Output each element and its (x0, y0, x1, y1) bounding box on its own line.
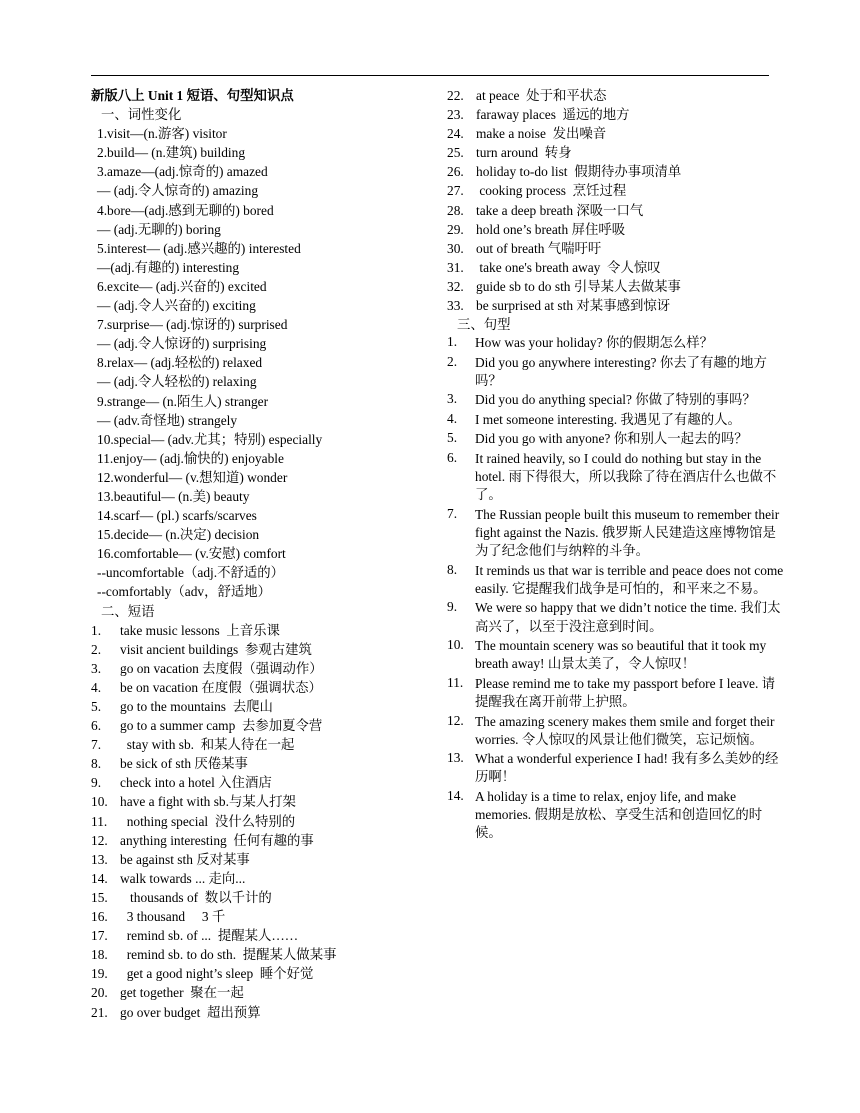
sentence-item (447, 506, 787, 561)
section2-heading: 二、短语 (101, 603, 155, 619)
phrase-number: 14. (91, 870, 108, 886)
phrase-item (91, 621, 443, 640)
phrase-item (447, 220, 787, 239)
word-form-line: 3.amaze—(adj.惊奇的) amazed (97, 164, 268, 180)
sentence-text: Did you go anywhere interesting? 你去了有趣的地方吗？ (475, 354, 767, 388)
phrase-item (91, 850, 443, 869)
phrase-item (91, 812, 443, 831)
phrase-text: holiday to-do list 假期待办事项清单 (476, 164, 682, 180)
phrase-item (447, 201, 787, 220)
sentence-text: Did you go with anyone? 你和别人一起去的吗？ (475, 431, 748, 447)
section3-heading: 三、句型 (457, 317, 511, 333)
phrase-number: 20. (91, 985, 108, 1001)
phrase-item (447, 258, 787, 277)
phrase-number: 21. (91, 1004, 108, 1020)
phrase-number: 18. (91, 947, 108, 963)
phrase-text: check into a hotel 入住酒店 (120, 775, 272, 791)
phrase-text: go to the mountains 去爬山 (120, 699, 273, 714)
sentence-item (447, 411, 787, 429)
phrase-item (91, 697, 443, 716)
sentence-number: 14. (447, 787, 464, 803)
sentence-item (447, 562, 787, 598)
sentence-number: 3. (447, 391, 458, 407)
sentence-item (447, 354, 787, 390)
phrase-number: 30. (447, 240, 464, 256)
phrase-item (447, 105, 787, 124)
phrase-item (91, 888, 443, 907)
phrase-text: get a good night’s sleep 睡个好觉 (120, 966, 314, 982)
sentence-item (447, 599, 787, 635)
phrase-number: 15. (91, 889, 108, 905)
phrase-item (91, 792, 443, 811)
phrase-item (91, 773, 443, 792)
word-forms-list (91, 124, 443, 601)
phrase-number: 4. (91, 679, 102, 695)
top-rule (91, 75, 769, 76)
phrase-item (447, 296, 787, 315)
sentence-text: The amazing scenery makes them smile and forget their worries. 令人惊叹的风景让他们微笑，忘记烦恼。 (475, 713, 775, 747)
sentence-number: 12. (447, 712, 464, 728)
word-form-line: 10.special— (adv.尤其；特别) especially (97, 431, 323, 447)
phrase-text: cooking process 烹饪过程 (476, 183, 627, 199)
word-form-line: 8.relax— (adj.轻松的) relaxed (97, 355, 263, 371)
phrase-number: 25. (447, 145, 464, 161)
phrase-item (447, 239, 787, 258)
phrase-text: out of breath 气喘吁吁 (476, 240, 602, 256)
phrase-text: go over budget 超出预算 (120, 1004, 261, 1020)
phrase-item (447, 86, 787, 105)
phrase-number: 17. (91, 928, 108, 944)
phrase-number: 31. (447, 259, 464, 275)
phrase-text: faraway places 遥远的地方 (476, 107, 630, 123)
word-form-line: 9.strange— (n.陌生人) stranger (97, 393, 269, 409)
phrase-text: remind sb. to do sth. 提醒某人做某事 (120, 947, 337, 963)
phrase-item (447, 181, 787, 200)
phrase-number: 1. (91, 622, 102, 638)
phrase-item (91, 907, 443, 926)
sentence-text: The mountain scenery was so beautiful that it took my breath away! 山景太美了，令人惊叹！ (475, 638, 767, 672)
phrase-text: be on vacation 在度假（强调状态） (120, 679, 322, 695)
phrase-number: 6. (91, 718, 102, 734)
sentence-text: How was your holiday? 你的假期怎么样？ (475, 335, 714, 351)
phrase-text: go to a summer camp 去参加夏令营 (120, 718, 323, 734)
sentence-item (447, 637, 787, 673)
sentence-item (447, 391, 787, 409)
word-form-line: 14.scarf— (pl.) scarfs/scarves (97, 508, 257, 524)
sentence-text: I met someone interesting. 我遇见了有趣的人。 (475, 411, 741, 427)
sentence-item (447, 750, 787, 786)
phrase-item (91, 735, 443, 754)
phrase-item (91, 945, 443, 964)
phrase-item (447, 277, 787, 296)
sentence-patterns-list (447, 334, 787, 842)
sentence-item (447, 788, 787, 843)
sentence-number: 7. (447, 505, 458, 521)
sentence-number: 4. (447, 410, 458, 426)
phrase-text: hold one’s breath 屏住呼吸 (476, 221, 626, 237)
sentence-number: 1. (447, 334, 458, 350)
sentence-text: The Russian people built this museum to remember their fight against the Nazis. 俄罗斯人民建造这座博物馆是为了纪念他们与纳粹的斗争。 (475, 506, 780, 559)
phrase-number: 13. (91, 851, 108, 867)
sentence-text: Please remind me to take my passport before I leave. 请提醒我在离开前带上护照。 (475, 675, 776, 710)
phrase-text: 3 thousand 3 千 (120, 909, 226, 925)
phrase-number: 19. (91, 966, 108, 982)
word-form-line: 11.enjoy— (adj.愉快的) enjoyable (97, 450, 284, 466)
sentence-item (447, 675, 787, 711)
sentence-text: It reminds us that war is terrible and peace does not come easily. 它提醒我们战争是可怕的，和平来之不易。 (475, 562, 784, 596)
left-column (91, 86, 443, 1022)
word-form-line: --comfortably（adv，舒适地） (97, 584, 272, 600)
phrase-number: 2. (91, 641, 102, 657)
phrase-number: 32. (447, 278, 464, 294)
word-form-line: 16.comfortable— (v.安慰) comfort (97, 546, 286, 562)
phrase-item (447, 124, 787, 143)
section1-heading: 一、词性变化 (101, 107, 182, 123)
phrase-item (91, 659, 443, 678)
phrase-number: 29. (447, 221, 464, 237)
sentence-number: 10. (447, 637, 464, 653)
right-column (447, 86, 787, 844)
phrase-item (91, 754, 443, 773)
word-form-line: — (adj.令人惊奇的) amazing (97, 183, 259, 199)
sentence-text: What a wonderful experience I had! 我有多么美妙的经历啊！ (475, 751, 779, 785)
phrase-number: 8. (91, 756, 102, 772)
phrase-number: 24. (447, 126, 464, 142)
sentence-text: Did you do anything special? 你做了特别的事吗？ (475, 392, 756, 408)
word-form-line: 4.bore—(adj.感到无聊的) bored (97, 202, 274, 218)
phrase-number: 11. (91, 813, 108, 829)
word-form-line: 6.excite— (adj.兴奋的) excited (97, 278, 267, 294)
sentence-item (447, 450, 787, 505)
phrase-number: 9. (91, 775, 102, 791)
phrases-list-continued (447, 86, 787, 315)
phrase-text: anything interesting 任何有趣的事 (120, 832, 314, 848)
phrase-number: 16. (91, 909, 108, 925)
phrase-text: go on vacation 去度假（强调动作） (120, 660, 323, 676)
phrase-text: take one's breath away 令人惊叹 (476, 259, 661, 275)
phrase-text: make a noise 发出噪音 (476, 126, 607, 142)
phrase-item (91, 964, 443, 983)
phrase-text: be surprised at sth 对某事感到惊讶 (476, 298, 671, 314)
phrase-number: 5. (91, 699, 102, 714)
phrase-number: 3. (91, 660, 102, 676)
phrase-text: walk towards ... 走向... (120, 870, 246, 886)
phrase-number: 28. (447, 202, 464, 218)
phrase-text: at peace 处于和平状态 (476, 88, 607, 103)
word-form-line: — (adj.令人兴奋的) exciting (97, 298, 256, 314)
word-form-line: 5.interest— (adj.感兴趣的) interested (97, 240, 301, 256)
word-form-line: — (adj.令人轻松的) relaxing (97, 374, 257, 390)
sentence-number: 8. (447, 561, 458, 577)
sentence-number: 13. (447, 750, 464, 766)
sentence-item (447, 713, 787, 749)
phrase-text: thousands of 数以千计的 (120, 889, 272, 905)
phrase-item (91, 983, 443, 1002)
phrase-number: 27. (447, 183, 464, 199)
word-form-line: — (adj.令人惊讶的) surprising (97, 336, 267, 352)
word-form-line: —(adj.有趣的) interesting (97, 259, 240, 275)
phrase-number: 10. (91, 794, 108, 810)
sentence-text: It rained heavily, so I could do nothing but stay in the hotel. 雨下得很大，所以我除了待在酒店什么也做不了。 (475, 450, 777, 503)
phrase-number: 33. (447, 298, 464, 314)
phrase-item (91, 678, 443, 697)
word-form-line: — (adj.无聊的) boring (97, 221, 221, 237)
word-form-line: 15.decide— (n.决定) decision (97, 527, 260, 543)
phrase-number: 12. (91, 832, 108, 848)
phrase-text: nothing special 没什么特别的 (120, 813, 296, 829)
phrase-text: remind sb. of ... 提醒某人…… (120, 928, 299, 944)
phrase-item (91, 869, 443, 888)
word-form-line: 7.surprise— (adj.惊讶的) surprised (97, 317, 288, 333)
phrase-text: get together 聚在一起 (120, 985, 244, 1001)
word-form-line: 13.beautiful— (n.美) beauty (97, 488, 250, 504)
phrase-item (91, 640, 443, 659)
phrase-item (91, 831, 443, 850)
phrase-text: be sick of sth 厌倦某事 (120, 756, 248, 772)
word-form-line: 2.build— (n.建筑) building (97, 145, 246, 161)
phrase-text: stay with sb. 和某人待在一起 (120, 737, 295, 753)
sentence-item (447, 334, 787, 352)
sentence-number: 6. (447, 449, 458, 465)
phrase-text: guide sb to do sth 引导某人去做某事 (476, 278, 681, 294)
sentence-number: 2. (447, 353, 458, 369)
phrase-item (447, 143, 787, 162)
phrase-item (91, 926, 443, 945)
phrase-item (91, 716, 443, 735)
sentence-text: We were so happy that we didn’t notice the time. 我们太高兴了，以至于没注意到时间。 (475, 600, 781, 634)
phrases-list (91, 621, 443, 1022)
word-form-line: — (adv.奇怪地) strangely (97, 412, 238, 428)
sentence-text: A holiday is a time to relax, enjoy life, and make memories. 假期是放松、享受生活和创造回忆的时候。 (475, 788, 763, 841)
phrase-number: 7. (91, 737, 102, 753)
phrase-text: be against sth 反对某事 (120, 851, 250, 867)
phrase-text: have a fight with sb.与某人打架 (120, 794, 296, 810)
word-form-line: --uncomfortable（adj.不舒适的） (97, 565, 285, 581)
phrase-number: 23. (447, 107, 464, 123)
phrase-text: visit ancient buildings 参观古建筑 (120, 641, 312, 657)
phrase-text: take music lessons 上音乐课 (120, 622, 280, 638)
sentence-item (447, 430, 787, 448)
word-form-line: 1.visit—(n.游客) visitor (97, 126, 227, 142)
sentence-number: 5. (447, 430, 458, 446)
sentence-number: 11. (447, 674, 464, 690)
word-form-line: 12.wonderful— (v.想知道) wonder (97, 469, 288, 485)
sentence-number: 9. (447, 599, 458, 615)
phrase-item (447, 162, 787, 181)
phrase-text: turn around 转身 (476, 145, 572, 161)
document-title: 新版八上 Unit 1 短语、句型知识点 (91, 88, 294, 103)
phrase-number: 22. (447, 88, 464, 103)
phrase-text: take a deep breath 深吸一口气 (476, 202, 644, 218)
phrase-item (91, 1003, 443, 1022)
phrase-number: 26. (447, 164, 464, 180)
